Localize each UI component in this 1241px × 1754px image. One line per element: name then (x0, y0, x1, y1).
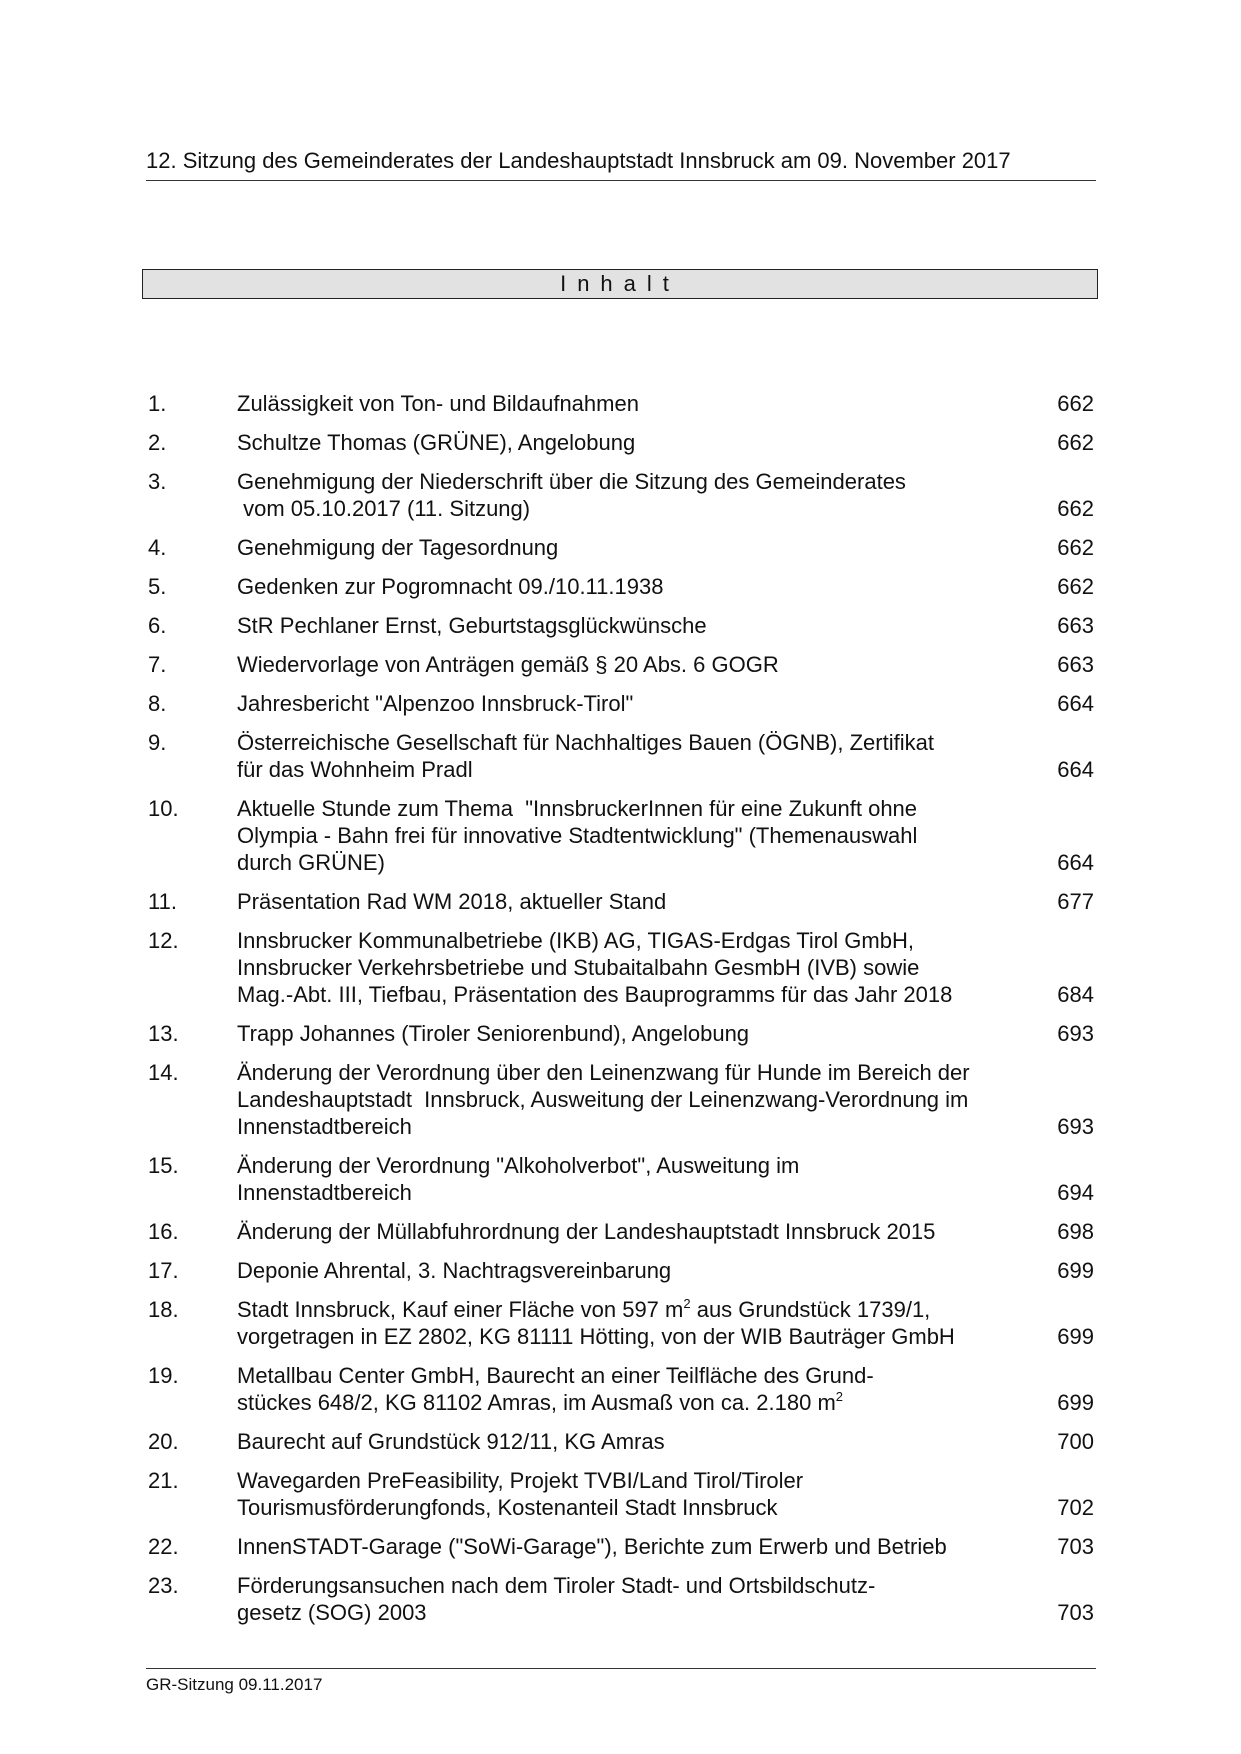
toc-item-page: 662 (1057, 430, 1094, 455)
toc-item-page: 693 (1057, 1021, 1094, 1046)
toc-item-line: Genehmigung der Tagesordnung (237, 535, 559, 560)
toc-item-11 (148, 888, 1094, 915)
toc-item-number: 10. (148, 796, 179, 821)
table-of-contents (148, 390, 1094, 1638)
toc-item-number: 13. (148, 1021, 179, 1046)
toc-item-18 (148, 1296, 1094, 1350)
toc-item-title (237, 1533, 1034, 1560)
toc-item-8 (148, 690, 1094, 717)
toc-item-line: für das Wohnheim Pradl (237, 757, 473, 782)
toc-item-line: vorgetragen in EZ 2802, KG 81111 Hötting, von der WIB Bauträger GmbH (237, 1324, 955, 1349)
toc-item-line: Trapp Johannes (Tiroler Seniorenbund), Angelobung (237, 1021, 750, 1046)
toc-item-13 (148, 1020, 1094, 1047)
toc-item-16 (148, 1218, 1094, 1245)
toc-item-page: 693 (1057, 1114, 1094, 1139)
toc-item-number: 8. (148, 691, 167, 716)
toc-item-line: Tourismusförderungfonds, Kostenanteil Stadt Innsbruck (237, 1495, 778, 1520)
toc-item-page: 677 (1057, 889, 1094, 914)
toc-item-line (237, 1389, 1034, 1416)
toc-item-line: durch GRÜNE) (237, 850, 385, 875)
toc-item-page: 700 (1057, 1429, 1094, 1454)
toc-item-page: 703 (1057, 1534, 1094, 1559)
toc-item-page: 699 (1057, 1324, 1094, 1349)
toc-item-title (237, 1296, 1034, 1350)
toc-item-line: vom 05.10.2017 (11. Sitzung) (237, 496, 531, 521)
toc-item-12 (148, 927, 1094, 1008)
toc-item-19 (148, 1362, 1094, 1416)
toc-item-number: 21. (148, 1468, 179, 1493)
toc-item-page: 662 (1057, 574, 1094, 599)
toc-item-line: Innsbrucker Kommunalbetriebe (IKB) AG, TIGAS-Erdgas Tirol GmbH, (237, 928, 914, 953)
toc-item-line: Mag.-Abt. III, Tiefbau, Präsentation des Bauprogramms für das Jahr 2018 (237, 982, 953, 1007)
toc-item-line: Innenstadtbereich (237, 1114, 412, 1139)
toc-item-number: 18. (148, 1297, 179, 1322)
toc-item-21 (148, 1467, 1094, 1521)
toc-item-9 (148, 729, 1094, 783)
toc-item-number: 19. (148, 1363, 179, 1388)
toc-item-number: 6. (148, 613, 167, 638)
toc-item-line: Änderung der Verordnung "Alkoholverbot", Ausweitung im (237, 1153, 800, 1178)
toc-item-line: StR Pechlaner Ernst, Geburtstagsglückwünsche (237, 613, 707, 638)
toc-item-title (237, 795, 1034, 876)
toc-item-line: gesetz (SOG) 2003 (237, 1600, 427, 1625)
toc-item-page: 699 (1057, 1258, 1094, 1283)
toc-item-page: 703 (1057, 1600, 1094, 1625)
toc-item-number: 2. (148, 430, 167, 455)
toc-item-2 (148, 429, 1094, 456)
toc-item-number: 5. (148, 574, 167, 599)
toc-item-page: 694 (1057, 1180, 1094, 1205)
toc-item-title (237, 1572, 1034, 1626)
toc-item-title (237, 1362, 1034, 1416)
toc-item-page: 663 (1057, 613, 1094, 638)
toc-item-number: 22. (148, 1534, 179, 1559)
toc-item-line: Innenstadtbereich (237, 1180, 412, 1205)
toc-item-title (237, 468, 1034, 522)
toc-item-line-text: aus Grundstück 1739/1, (690, 1297, 931, 1322)
toc-item-23 (148, 1572, 1094, 1626)
toc-item-page: 664 (1057, 691, 1094, 716)
toc-item-22 (148, 1533, 1094, 1560)
toc-item-number: 1. (148, 391, 167, 416)
toc-item-page: 662 (1057, 535, 1094, 560)
toc-item-number: 20. (148, 1429, 179, 1454)
toc-item-title (237, 1218, 1034, 1245)
toc-item-page: 684 (1057, 982, 1094, 1007)
toc-item-line: Präsentation Rad WM 2018, aktueller Stand (237, 889, 667, 914)
toc-item-number: 11. (148, 889, 177, 914)
toc-item-line: Aktuelle Stunde zum Thema "InnsbruckerInnen für eine Zukunft ohne (237, 796, 918, 821)
toc-item-line-text: Stadt Innsbruck, Kauf einer Fläche von 597 m (237, 1297, 684, 1322)
section-title-inhalt: Inhalt (142, 269, 1098, 299)
toc-item-7 (148, 651, 1094, 678)
toc-item-title (237, 534, 1034, 561)
toc-item-number: 15. (148, 1153, 179, 1178)
toc-item-number: 23. (148, 1573, 179, 1598)
toc-item-page: 699 (1057, 1390, 1094, 1415)
toc-item-5 (148, 573, 1094, 600)
toc-item-number: 4. (148, 535, 167, 560)
toc-item-title (237, 390, 1034, 417)
toc-item-title (237, 729, 1034, 783)
toc-item-line: Änderung der Verordnung über den Leinenzwang für Hunde im Bereich der (237, 1060, 970, 1085)
toc-item-number: 16. (148, 1219, 179, 1244)
toc-item-page: 662 (1057, 391, 1094, 416)
toc-item-line: Gedenken zur Pogromnacht 09./10.11.1938 (237, 574, 664, 599)
toc-item-line: InnenSTADT-Garage ("SoWi-Garage"), Berichte zum Erwerb und Betrieb (237, 1534, 947, 1559)
toc-item-3 (148, 468, 1094, 522)
toc-item-line: Olympia - Bahn frei für innovative Stadtentwicklung" (Themenauswahl (237, 823, 918, 848)
toc-item-10 (148, 795, 1094, 876)
toc-item-15 (148, 1152, 1094, 1206)
toc-item-page: 663 (1057, 652, 1094, 677)
toc-item-title (237, 1257, 1034, 1284)
toc-item-14 (148, 1059, 1094, 1140)
toc-item-page: 664 (1057, 850, 1094, 875)
toc-item-1 (148, 390, 1094, 417)
toc-item-17 (148, 1257, 1094, 1284)
toc-item-line: Deponie Ahrental, 3. Nachtragsvereinbarung (237, 1258, 672, 1283)
toc-item-line: Jahresbericht "Alpenzoo Innsbruck-Tirol" (237, 691, 634, 716)
toc-item-title (237, 651, 1034, 678)
page-footer: GR-Sitzung 09.11.2017 (146, 1668, 1096, 1696)
toc-item-title (237, 690, 1034, 717)
toc-item-line: Österreichische Gesellschaft für Nachhaltiges Bauen (ÖGNB), Zertifikat (237, 730, 934, 755)
toc-item-line: Änderung der Müllabfuhrordnung der Landeshauptstadt Innsbruck 2015 (237, 1219, 936, 1244)
toc-item-line (237, 1296, 1034, 1323)
toc-item-number: 17. (148, 1258, 179, 1283)
toc-item-line: Zulässigkeit von Ton- und Bildaufnahmen (237, 391, 639, 416)
toc-item-line: Landeshauptstadt Innsbruck, Ausweitung der Leinenzwang-Verordnung im (237, 1087, 969, 1112)
toc-item-20 (148, 1428, 1094, 1455)
toc-item-number: 14. (148, 1060, 179, 1085)
toc-item-title (237, 573, 1034, 600)
toc-item-line: Förderungsansuchen nach dem Tiroler Stadt- und Ortsbildschutz- (237, 1573, 876, 1598)
toc-item-title (237, 1467, 1034, 1521)
toc-item-title (237, 888, 1034, 915)
toc-item-line: Baurecht auf Grundstück 912/11, KG Amras (237, 1429, 665, 1454)
toc-item-line-text: stückes 648/2, KG 81102 Amras, im Ausmaß von ca. 2.180 m (237, 1390, 836, 1415)
toc-item-title (237, 1020, 1034, 1047)
toc-item-line: Innsbrucker Verkehrsbetriebe und Stubaitalbahn GesmbH (IVB) sowie (237, 955, 920, 980)
toc-item-page: 702 (1057, 1495, 1094, 1520)
toc-item-number: 9. (148, 730, 167, 755)
toc-item-number: 3. (148, 469, 167, 494)
toc-item-line: Metallbau Center GmbH, Baurecht an einer Teilfläche des Grund- (237, 1363, 874, 1388)
superscript: 2 (835, 1389, 844, 1404)
toc-item-title (237, 927, 1034, 1008)
toc-item-line: Wavegarden PreFeasibility, Projekt TVBI/Land Tirol/Tiroler (237, 1468, 804, 1493)
toc-item-page: 662 (1057, 496, 1094, 521)
toc-item-line: Schultze Thomas (GRÜNE), Angelobung (237, 430, 636, 455)
toc-item-page: 698 (1057, 1219, 1094, 1244)
toc-item-line: Wiedervorlage von Anträgen gemäß § 20 Abs. 6 GOGR (237, 652, 779, 677)
toc-item-number: 12. (148, 928, 179, 953)
toc-item-title (237, 612, 1034, 639)
page-header: 12. Sitzung des Gemeinderates der Landeshauptstadt Innsbruck am 09. November 2017 (146, 148, 1096, 181)
toc-item-number: 7. (148, 652, 167, 677)
toc-item-title (237, 429, 1034, 456)
toc-item-title (237, 1059, 1034, 1140)
toc-item-page: 664 (1057, 757, 1094, 782)
toc-item-6 (148, 612, 1094, 639)
superscript: 2 (683, 1296, 691, 1311)
toc-item-line: Genehmigung der Niederschrift über die Sitzung des Gemeinderates (237, 469, 906, 494)
toc-item-title (237, 1428, 1034, 1455)
toc-item-title (237, 1152, 1034, 1206)
toc-item-4 (148, 534, 1094, 561)
